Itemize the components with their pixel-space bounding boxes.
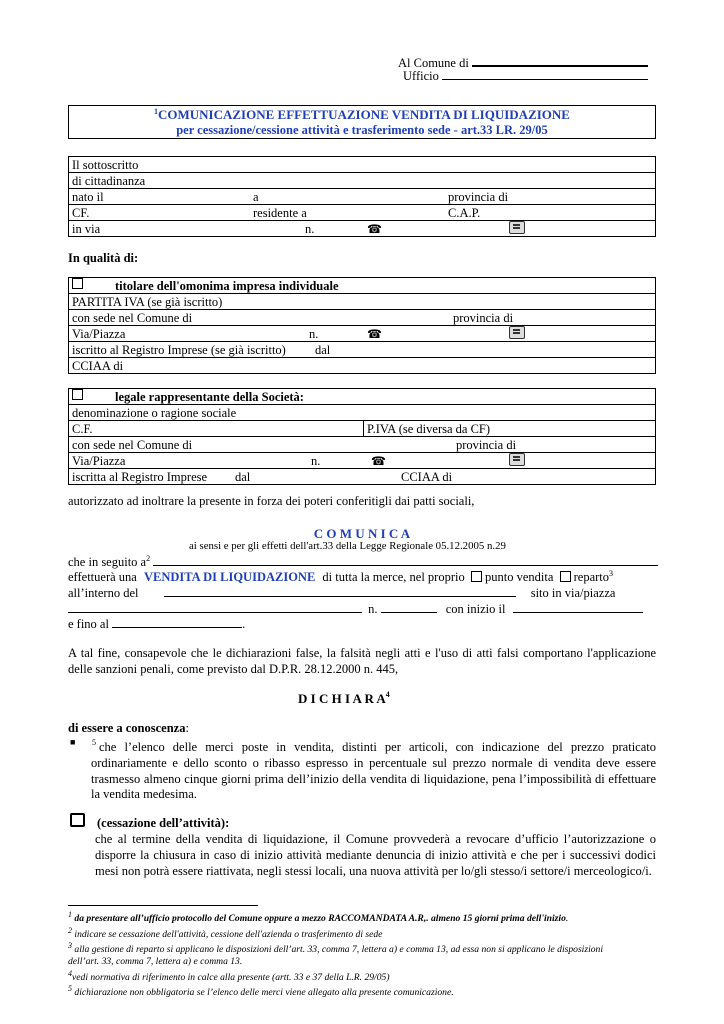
vendita-liquidazione: VENDITA DI LIQUIDAZIONE <box>143 570 316 584</box>
punto-vendita-checkbox[interactable] <box>471 570 482 584</box>
luogo-nascita-label: a <box>253 190 259 204</box>
seguito-field[interactable] <box>153 553 658 566</box>
societa-table <box>68 388 656 485</box>
interno-label: all’interno del <box>68 586 139 600</box>
inizio-label: con inizio il <box>445 602 506 616</box>
dal-label: dal <box>235 470 251 484</box>
title-text: COMUNICAZIONE EFFETTUAZIONE VENDITA DI LIQUIDAZIONE <box>158 107 570 122</box>
footnote-2: $^2$ indicare se cessazione dell'attività, cessione dell'azienda o trasferimento di sede <box>68 925 383 940</box>
societa-heading: legale rappresentante della Società: <box>115 390 304 404</box>
numero-field[interactable] <box>381 600 437 613</box>
dichiara-label: D I C H I A R A <box>298 691 386 706</box>
comunica-title: C O M U N I C A <box>313 526 411 541</box>
individuale-heading: titolare dell'omonima impresa individuale <box>115 279 339 293</box>
comune-field[interactable] <box>472 52 648 67</box>
elenco-merci-paragraph <box>91 735 656 803</box>
sede-label: con sede nel Comune di <box>72 311 193 325</box>
effettuera-line <box>68 569 658 585</box>
footnote-3-cont: dell’art. 33, comma 7, lettera a) e comma 13. <box>68 956 243 968</box>
sottoscritto-label: Il sottoscritto <box>72 158 139 172</box>
inizio-field[interactable] <box>513 600 643 613</box>
tutta-merce-label: di tutta la merce, nel proprio <box>322 570 465 584</box>
conoscenza-line <box>68 721 189 736</box>
punto-vendita-label: punto vendita <box>484 570 554 584</box>
reparto-checkbox[interactable] <box>560 570 571 584</box>
via-piazza-label: Via/Piazza <box>72 454 126 468</box>
footnote-1: $^1$ da presentare all’ufficio protocollo del Comune oppure a mezzo RACCOMANDATA A.R,. almeno 15 giorni prima dell'inizio. <box>68 910 569 925</box>
cciaa-label: CCIAA di <box>72 359 124 373</box>
addressee-ufficio <box>403 67 648 84</box>
footnote-3: $^3$ alla gestione di reparto si applicano le disposizioni dell’art. 33, comma 7, lettera a) e comma 13, ad essa non si applicano le disposizioni <box>68 941 604 956</box>
bullet-text: che l’elenco delle merci poste in vendita, distinti per articoli, con indicazione del prezzo praticato ordinariamente e dello sconto o ribasso espresso in percentuale sul prezzo normale di vendita deve essere trasmesso almeno cinque giorni prima dell’inizio della vendita di liquidazione, pena l’impossibilità di effettuare la vendita medesima. <box>91 740 656 802</box>
cessazione-title: (cessazione dell’attività): <box>97 816 230 830</box>
telephone-icon: ☎ <box>367 222 382 236</box>
ufficio-field[interactable] <box>442 67 648 80</box>
dal-label: dal <box>315 343 331 357</box>
provincia-nascita-label: provincia di <box>448 190 509 204</box>
title-box <box>68 105 656 139</box>
personal-data-table <box>68 156 656 237</box>
residente-label: residente a <box>253 206 307 220</box>
interno-field[interactable] <box>164 584 516 597</box>
cittadinanza-label: di cittadinanza <box>72 174 146 188</box>
cciaa-label: CCIAA di <box>401 470 453 484</box>
seguito-line <box>68 553 656 570</box>
seguito-ref: 2 <box>146 554 151 563</box>
footnote-5: $^5$ dichiarazione non obbligatoria se l’elenco delle merci viene allegato alla presente comunicazione. <box>68 984 454 999</box>
reparto-ref: 3 <box>609 569 614 578</box>
individuale-table <box>68 277 656 374</box>
fino-label: e fino al <box>68 617 109 631</box>
nato-il-label: nato il <box>72 190 104 204</box>
cessazione-checkbox[interactable] <box>70 813 85 831</box>
numero-label: n. <box>309 327 319 341</box>
cf-label: C.F. <box>72 422 93 436</box>
seguito-label: che in seguito a <box>68 555 147 569</box>
bullet-marker: ■ <box>70 737 76 747</box>
comunica-subtitle: ai sensi e per gli effetti dell'art.33 della Legge Regionale 05.12.2005 n.29 <box>189 540 506 552</box>
title-line1 <box>69 107 655 123</box>
provincia-label: provincia di <box>453 311 514 325</box>
interno-line <box>68 584 656 601</box>
piva-label: P.IVA (se diversa da CF) <box>367 422 491 436</box>
footnotes <box>68 909 603 999</box>
bullet-ref: 5 <box>92 738 96 747</box>
sito-label: sito in via/piazza <box>530 586 616 600</box>
numero-label: n. <box>305 222 315 236</box>
ufficio-label: Ufficio <box>403 69 439 83</box>
registro-label: iscritta al Registro Imprese <box>72 470 208 484</box>
telephone-icon: ☎ <box>367 327 382 341</box>
conoscenza-colon: : <box>185 721 189 735</box>
provincia-label: provincia di <box>456 438 517 452</box>
cap-label: C.A.P. <box>448 206 481 220</box>
qualita-heading: In qualità di: <box>68 251 139 265</box>
partita-iva-label: PARTITA IVA (se già iscritto) <box>72 295 223 309</box>
al-comune-label: Al Comune di <box>398 56 469 70</box>
title-line2: per cessazione/cessione attività e trasferimento sede - art.33 LR. 29/05 <box>176 123 548 137</box>
conoscenza-label: di essere a conoscenza <box>68 721 186 735</box>
denominazione-label: denominazione o ragione sociale <box>72 406 237 420</box>
footnote-separator <box>68 905 258 906</box>
effettuera-label: effettuerà una <box>68 570 137 584</box>
via-field[interactable] <box>68 600 362 613</box>
cessazione-paragraph: che al termine della vendita di liquidazione, il Comune provvederà a revocare d’ufficio l’autorizzazione o disporre la chiusura in caso di inizio attività mediante denuncia di inizio attività e che per i successivi dodici mesi non potrà essere riattivata, negli stessi locali, una nuova attività per lo/gli stesso/i settore/i merceologico/i. <box>95 832 656 878</box>
via-label: in via <box>72 222 101 236</box>
cf-label: CF. <box>72 206 90 220</box>
dichiara-title <box>298 690 390 707</box>
registro-label: iscritto al Registro Imprese (se già iscritto) <box>72 343 286 357</box>
atal-paragraph: A tal fine, consapevole che le dichiarazioni false, la falsità negli atti e l'uso di atti falsi comportano l'applicazione delle sanzioni penali, come previsto dal D.P.R. 28.12.2000 n. 445, <box>68 646 656 676</box>
numero-label: n. <box>311 454 321 468</box>
telephone-icon: ☎ <box>371 454 386 468</box>
autorizzato-text: autorizzato ad inoltrare la presente in forza dei poteri conferitigli dai patti sociali, <box>68 494 475 508</box>
reparto-label: reparto <box>573 570 610 584</box>
dichiara-ref: 4 <box>385 690 390 699</box>
numero-label: n. <box>368 602 378 616</box>
fino-field[interactable] <box>112 615 242 628</box>
fino-line: e fino al . <box>68 617 246 631</box>
via-piazza-label: Via/Piazza <box>72 327 126 341</box>
footnote-4: $^4$vedi normativa di riferimento in calce alla presente (artt. 33 e 37 della L.R. 29/05) <box>68 968 390 983</box>
title-footnote-ref: 1 <box>154 107 158 116</box>
sede-label: con sede nel Comune di <box>72 438 193 452</box>
